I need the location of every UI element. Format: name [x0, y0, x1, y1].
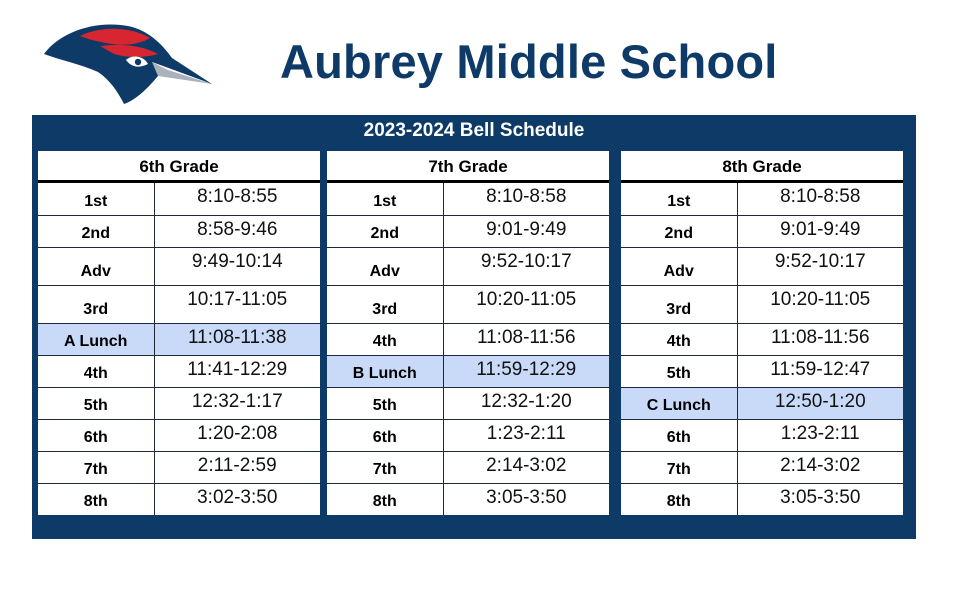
time-cell: 2:11-2:59 — [154, 451, 320, 483]
time-cell: 12:32-1:20 — [443, 387, 609, 419]
period-cell: 4th — [621, 323, 737, 355]
school-title: Aubrey Middle School — [280, 35, 778, 88]
period-cell: 5th — [38, 387, 154, 419]
table-row — [621, 247, 903, 285]
table-row — [38, 419, 320, 451]
period-cell: 3rd — [621, 285, 737, 323]
grade-header: 7th Grade — [327, 151, 609, 183]
table-row — [327, 247, 609, 285]
period-cell: 8th — [621, 483, 737, 515]
time-cell: 2:14-3:02 — [737, 451, 903, 483]
table-row — [621, 451, 903, 483]
table-row — [327, 215, 609, 247]
period-cell: 7th — [327, 451, 443, 483]
roadrunner-logo-icon — [40, 14, 215, 106]
lunch-row — [327, 355, 609, 387]
time-cell: 11:41-12:29 — [154, 355, 320, 387]
time-cell: 1:20-2:08 — [154, 419, 320, 451]
period-cell: 7th — [621, 451, 737, 483]
time-cell: 9:52-10:17 — [443, 247, 609, 285]
time-cell: 12:50-1:20 — [737, 387, 903, 419]
period-cell: 4th — [327, 323, 443, 355]
table-row — [38, 355, 320, 387]
period-cell: C Lunch — [621, 387, 737, 419]
time-cell: 8:58-9:46 — [154, 215, 320, 247]
time-cell: 8:10-8:55 — [154, 183, 320, 215]
grade-block-6 — [38, 151, 320, 515]
time-cell: 9:01-9:49 — [737, 215, 903, 247]
period-cell: 8th — [38, 483, 154, 515]
period-cell: 5th — [327, 387, 443, 419]
period-cell: 6th — [38, 419, 154, 451]
lunch-row — [621, 387, 903, 419]
table-row — [327, 419, 609, 451]
time-cell: 8:10-8:58 — [737, 183, 903, 215]
period-cell: 1st — [38, 183, 154, 215]
period-cell: 1st — [621, 183, 737, 215]
period-cell: Adv — [621, 247, 737, 285]
time-cell: 11:59-12:47 — [737, 355, 903, 387]
time-cell: 8:10-8:58 — [443, 183, 609, 215]
period-cell: 6th — [327, 419, 443, 451]
period-cell: 3rd — [327, 285, 443, 323]
table-row — [621, 355, 903, 387]
time-cell: 12:32-1:17 — [154, 387, 320, 419]
time-cell: 1:23-2:11 — [443, 419, 609, 451]
table-row — [327, 323, 609, 355]
time-cell: 3:02-3:50 — [154, 483, 320, 515]
time-cell: 10:20-11:05 — [443, 285, 609, 323]
period-cell: 1st — [327, 183, 443, 215]
time-cell: 3:05-3:50 — [737, 483, 903, 515]
period-cell: Adv — [38, 247, 154, 285]
table-row — [327, 387, 609, 419]
time-cell: 3:05-3:50 — [443, 483, 609, 515]
time-cell: 9:49-10:14 — [154, 247, 320, 285]
period-cell: 5th — [621, 355, 737, 387]
table-row — [621, 183, 903, 215]
time-cell: 9:52-10:17 — [737, 247, 903, 285]
table-row — [327, 285, 609, 323]
table-row — [621, 419, 903, 451]
time-cell: 11:08-11:56 — [443, 323, 609, 355]
table-row — [621, 215, 903, 247]
grade-header: 6th Grade — [38, 151, 320, 183]
table-row — [38, 483, 320, 515]
grade-table — [38, 183, 320, 515]
table-row — [38, 451, 320, 483]
table-row — [38, 215, 320, 247]
table-row — [38, 285, 320, 323]
time-cell: 1:23-2:11 — [737, 419, 903, 451]
grade-table — [327, 183, 609, 515]
grade-block-7 — [327, 151, 609, 515]
table-row — [621, 323, 903, 355]
schedule-title: 2023-2024 Bell Schedule — [363, 120, 585, 141]
time-cell: 10:17-11:05 — [154, 285, 320, 323]
period-cell: 8th — [327, 483, 443, 515]
table-row — [621, 483, 903, 515]
period-cell: B Lunch — [327, 355, 443, 387]
period-cell: 2nd — [38, 215, 154, 247]
table-row — [327, 183, 609, 215]
lunch-row — [38, 323, 320, 355]
table-row — [621, 285, 903, 323]
time-cell: 10:20-11:05 — [737, 285, 903, 323]
time-cell: 2:14-3:02 — [443, 451, 609, 483]
period-cell: 7th — [38, 451, 154, 483]
time-cell: 11:59-12:29 — [443, 355, 609, 387]
grade-table — [621, 183, 903, 515]
period-cell: A Lunch — [38, 323, 154, 355]
grade-header: 8th Grade — [621, 151, 903, 183]
time-cell: 11:08-11:56 — [737, 323, 903, 355]
time-cell: 11:08-11:38 — [154, 323, 320, 355]
period-cell: 4th — [38, 355, 154, 387]
grade-block-8 — [621, 151, 903, 515]
table-row — [38, 183, 320, 215]
period-cell: 6th — [621, 419, 737, 451]
period-cell: 2nd — [621, 215, 737, 247]
table-row — [38, 247, 320, 285]
period-cell: 2nd — [327, 215, 443, 247]
table-row — [327, 451, 609, 483]
period-cell: Adv — [327, 247, 443, 285]
period-cell: 3rd — [38, 285, 154, 323]
table-row — [327, 483, 609, 515]
table-row — [38, 387, 320, 419]
time-cell: 9:01-9:49 — [443, 215, 609, 247]
